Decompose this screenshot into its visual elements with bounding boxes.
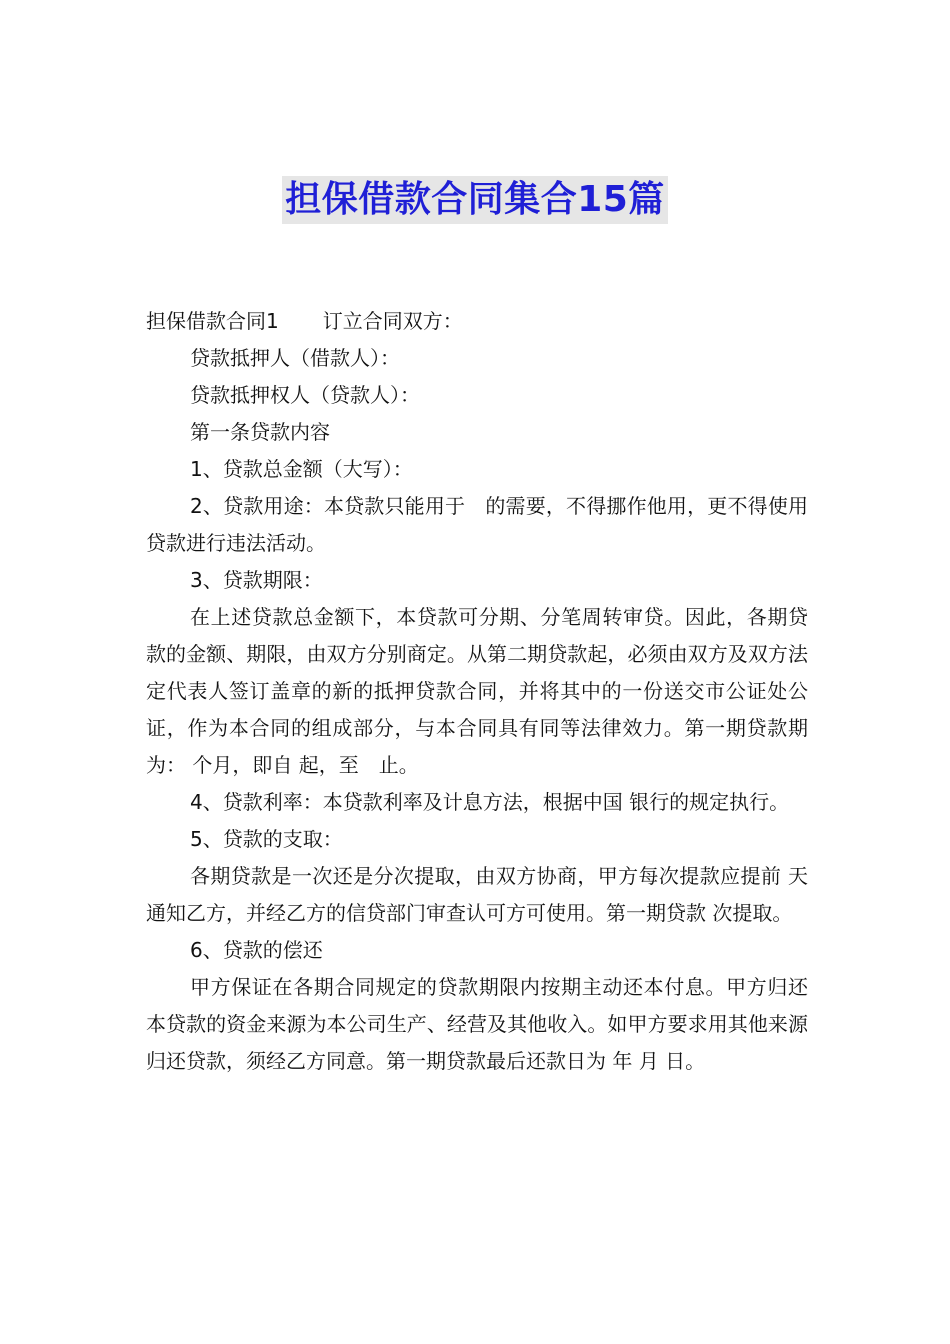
document-title: 担保借款合同集合15篇: [282, 176, 668, 224]
paragraph-interest-rate: 4、贷款利率：本贷款利率及计息方法，根据中国 银行的规定执行。: [190, 790, 790, 814]
contract-label: 担保借款合同1: [146, 309, 279, 333]
contract-intro: 订立合同双方：: [322, 309, 463, 333]
paragraph-withdrawal-heading: 5、贷款的支取：: [190, 827, 343, 851]
paragraph-withdrawal-body: 各期贷款是一次还是分次提取，由双方协商，甲方每次提款应提前 天通知乙方，并经乙方的信贷部门审查认可方可使用。第一期贷款 次提取。: [146, 864, 808, 925]
paragraph-article-one: 第一条贷款内容: [190, 420, 330, 444]
paragraph-loan-term-body: 在上述贷款总金额下，本贷款可分期、分笔周转审贷。因此，各期贷款的金额、期限，由双方分别商定。从第二期贷款起，必须由双方及双方法定代表人签订盖章的新的抵押贷款合同，并将其中的一份送交市公证处公证，作为本合同的组成部分，与本合同具有同等法律效力。第一期贷款期为： 个月，即自 起，至 止。: [146, 605, 808, 777]
paragraph-repayment-body: 甲方保证在各期合同规定的贷款期限内按期主动还本付息。甲方归还本贷款的资金来源为本公司生产、经营及其他收入。如甲方要求用其他来源归还贷款，须经乙方同意。第一期贷款最后还款日为 年 月 日。: [146, 975, 808, 1073]
paragraph-loan-purpose: 2、贷款用途：本贷款只能用于 的需要，不得挪作他用，更不得使用贷款进行违法活动。: [146, 494, 808, 555]
contract-heading-line: [146, 303, 808, 340]
paragraph-borrower: 贷款抵押人（借款人）：: [190, 346, 400, 370]
paragraph-loan-amount: 1、贷款总金额（大写）：: [190, 457, 413, 481]
paragraph-loan-term-heading: 3、贷款期限：: [190, 568, 323, 592]
paragraph-repayment-heading: 6、贷款的偿还: [190, 938, 323, 962]
paragraph-lender: 贷款抵押权人（贷款人）：: [190, 383, 420, 407]
title-container: [0, 176, 950, 224]
document-body: [146, 303, 808, 1080]
